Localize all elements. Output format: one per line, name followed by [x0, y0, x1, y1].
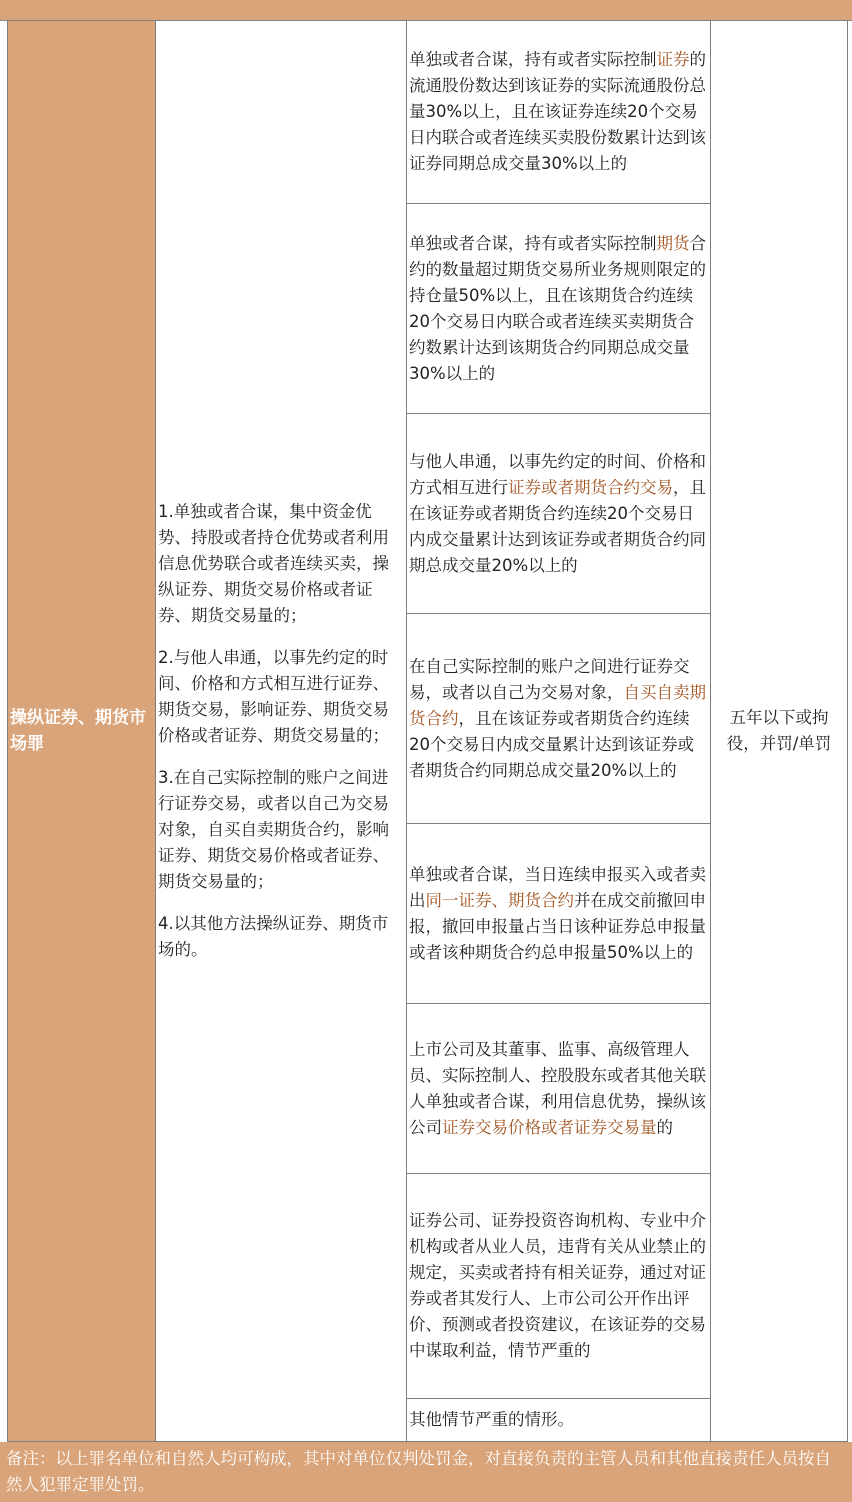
table-row	[8, 21, 848, 204]
standard-cell	[407, 1004, 711, 1174]
standard-highlight: 期货	[656, 233, 690, 253]
footnote	[0, 1442, 852, 1502]
standard-text: 证券公司、证券投资咨询机构、专业中介机构或者从业人员，违背有关从业禁止的规定，买卖或者持有相关证券，通过对证券或者其发行人、上市公司公开作出评价、预测或者投资建议，在该证券的交易中谋取利益，情节严重的	[409, 1211, 706, 1360]
standard-cell	[407, 414, 711, 614]
standard-text: 上市公司及其董事、监事、高级管理人员、实际控制人、控股股东或者其他关联人单独或者合谋，利用信息优势，操纵该公司	[409, 1039, 706, 1137]
standard-highlight: 证券	[656, 50, 690, 69]
standard-cell	[407, 1399, 711, 1442]
standard-text: 单独或者合谋，持有或者实际控制	[409, 50, 657, 69]
standard-text: ，且在该证券或者期货合约连续20个交易日内成交量累计达到该证券或者期货合约同期总成交量20%以上的	[409, 708, 694, 780]
crime-table	[7, 20, 848, 1442]
standard-highlight: 同一证券、期货合约	[425, 890, 574, 910]
standard-text: 单独或者合谋，持有或者实际控制	[409, 233, 657, 253]
standard-text: 在自己实际控制的账户之间进行证券交易，或者以自己为交易对象，	[409, 656, 690, 702]
standard-text: 的流通股份数达到该证券的实际流通股份总量30%以上，且在该证券连续20个交易日内联合或者连续买卖股份数累计达到该证券同期总成交量30%以上的	[409, 50, 706, 173]
standard-cell	[407, 614, 711, 824]
standard-text: 并在成交前撤回申报，撤回申报量占当日该种证券总申报量或者该种期货合约总申报量50%以上的	[409, 890, 706, 962]
standard-cell	[407, 21, 711, 204]
standard-text: 的	[656, 1117, 673, 1137]
standard-text: 与他人串通，以事先约定的时间、价格和方式相互进行	[409, 451, 706, 497]
behaviors-cell	[156, 21, 407, 1442]
behavior-item: 2.与他人串通，以事先约定的时间、价格和方式相互进行证券、期货交易，影响证券、期货交易价格或者证券、期货交易量的；	[158, 648, 389, 745]
standard-text: 单独或者合谋，当日连续申报买入或者卖出	[409, 864, 706, 910]
standard-highlight: 证券或者期货合约交易	[508, 477, 673, 497]
standard-text: 其他情节严重的情形。	[409, 1410, 574, 1429]
behavior-item: 4.以其他方法操纵证券、期货市场的。	[158, 914, 389, 959]
crime-name: 操纵证券、期货市场罪	[10, 708, 146, 754]
table-header-bar	[0, 0, 852, 21]
standard-cell	[407, 1174, 711, 1399]
standard-text: 合约的数量超过期货交易所业务规则限定的持仓量50%以上，且在该期货合约连续20个交易日内联合或者连续买卖期货合约数累计达到该期货合约同期总成交量30%以上的	[409, 233, 706, 383]
standard-text: ，且在该证券或者期货合约连续20个交易日内成交量累计达到该证券或者期货合约同期总成交量20%以上的	[409, 477, 706, 575]
behavior-item: 1.单独或者合谋，集中资金优势、持股或者持仓优势或者利用信息优势联合或者连续买卖，操纵证券、期货交易价格或者证券、期货交易量的；	[158, 502, 389, 625]
penalty-text: 五年以下或拘役，并罚/单罚	[726, 708, 832, 753]
standard-cell	[407, 204, 711, 414]
behavior-item: 3.在自己实际控制的账户之间进行证券交易，或者以自己为交易对象，自买自卖期货合约，影响证券、期货交易价格或者证券、期货交易量的；	[158, 768, 389, 891]
standard-highlight: 自买自卖期货合约	[409, 682, 706, 728]
crime-name-cell	[8, 21, 156, 1442]
footnote-text: 备注：以上罪名单位和自然人均可构成，其中对单位仅判处罚金，对直接负责的主管人员和其他直接责任人员按自然人犯罪定罪处罚。	[6, 1449, 831, 1494]
penalty-cell	[711, 21, 848, 1442]
standard-cell	[407, 824, 711, 1004]
standard-highlight: 证券交易价格或者证券交易量	[442, 1117, 657, 1137]
